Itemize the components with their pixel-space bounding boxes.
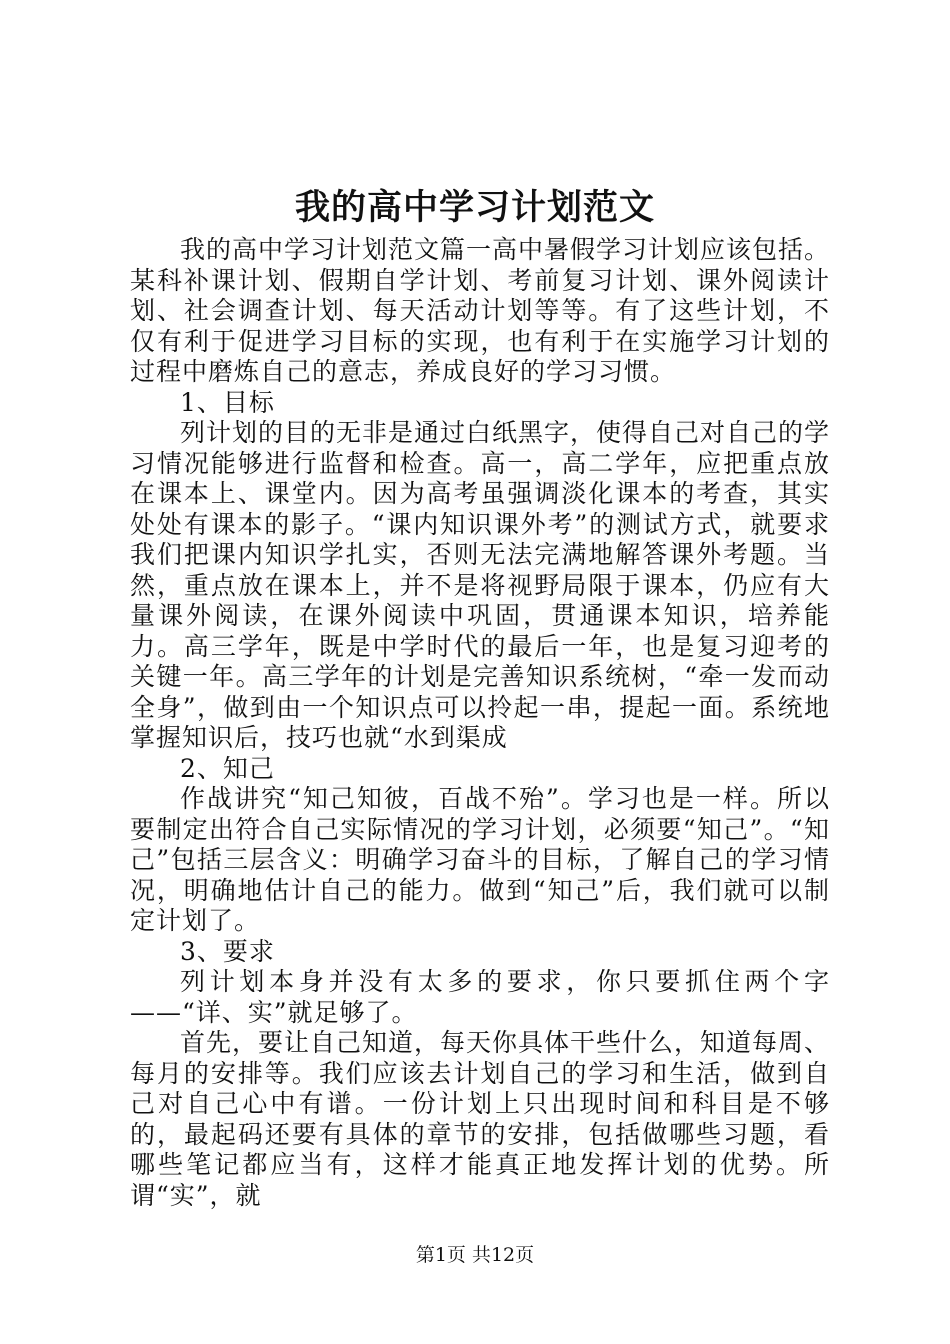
document-title: 我的高中学习计划范文 [294, 187, 655, 228]
paragraph-requirements: 列计划本身并没有太多的要求，你只要抓住两个字——“详、实”就足够了。 [130, 967, 830, 1027]
section-heading-know-self: 2、知己 [180, 753, 275, 783]
paragraph-intro: 我的高中学习计划范文篇一高中暑假学习计划应该包括。某科补课计划、假期自学计划、考前复习计划、课外阅读计划、社会调查计划、每天活动计划等等。有了这些计划，不仅有利于促进学习目标的实现，也有利于在实施学习计划的过程中磨炼自己的意志，养成良好的学习习惯。 [130, 235, 831, 386]
paragraph-know-self: 作战讲究“知己知彼，百战不殆”。学习也是一样。所以要制定出符合自己实际情况的学习计划，必须要“知己”。“知己”包括三层含义：明确学习奋斗的目标，了解自己的学习情况，明确地估计自己的能力。做到“知己”后，我们就可以制定计划了。 [130, 784, 830, 935]
paragraph-first: 首先，要让自己知道，每天你具体干些什么，知道每周、每月的安排等。我们应该去计划自己的学习和生活，做到自己对自己心中有谱。一份计划上只出现时间和科目是不够的，最起码还要有具体的章节的安排，包括做哪些习题，看哪些笔记都应当有，这样才能真正地发挥计划的优势。所谓“实”，就 [130, 1028, 831, 1210]
page-footer: 第1页 共12页 [415, 1244, 535, 1266]
section-heading-requirements: 3、要求 [180, 936, 275, 966]
section-heading-goal: 1、目标 [180, 387, 275, 417]
paragraph-goal: 列计划的目的无非是通过白纸黑字，使得自己对自己的学习情况能够进行监督和检查。高一，高二学年，应把重点放在课本上、课堂内。因为高考虽强调淡化课本的考查，其实处处有课本的影子。“课内知识课外考”的测试方式，就要求我们把课内知识学扎实，否则无法完满地解答课外考题。当然，重点放在课本上，并不是将视野局限于课本，仍应有大量课外阅读，在课外阅读中巩固，贯通课本知识，培养能力。高三学年，既是中学时代的最后一年，也是复习迎考的关键一年。高三学年的计划是完善知识系统树，“牵一发而动全身”，做到由一个知识点可以拎起一串，提起一面。系统地掌握知识后，技巧也就“水到渠成 [130, 418, 831, 752]
document-body [130, 235, 830, 1211]
